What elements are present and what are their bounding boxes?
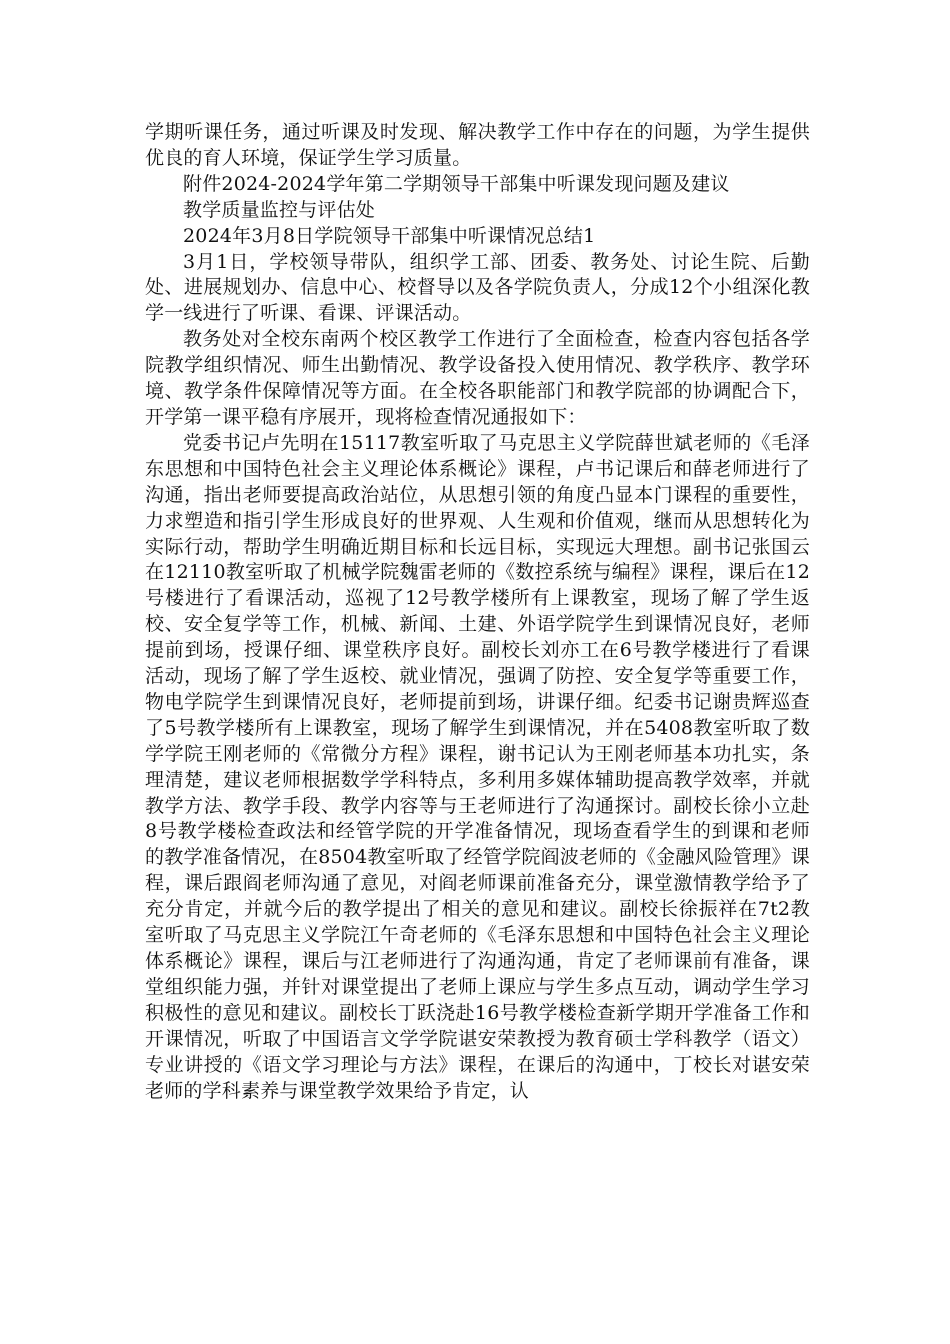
paragraph-inspection: 教务处对全校东南两个校区教学工作进行了全面检查，检查内容包括各学院教学组织情况、师生出勤情况、教学设备投入使用情况、教学秩序、教学环境、教学条件保障情况等方面。在全校各职能部门和教学院部的协调配合下，开学第一课平稳有序展开，现将检查情况通报如下： bbox=[145, 328, 810, 428]
paragraph-overview: 3月1日，学校领导带队，组织学工部、团委、教务处、讨论生院、后勤处、进展规划办、信息中心、校督导以及各学院负责人，分成12个小组深化教学一线进行了听课、看课、评课活动。 bbox=[145, 250, 810, 325]
document-body bbox=[145, 120, 810, 1104]
attachment-line: 附件2024-2024学年第二学期领导干部集中听课发现问题及建议 bbox=[183, 172, 730, 195]
department-line: 教学质量监控与评估处 bbox=[183, 198, 376, 221]
summary-heading: 2024年3月8日学院领导干部集中听课情况总结1 bbox=[183, 224, 596, 247]
paragraph-details: 党委书记卢先明在15117教室听取了马克思主义学院薛世斌老师的《毛泽东思想和中国特色社会主义理论体系概论》课程，卢书记课后和薛老师进行了沟通，指出老师要提高政治站位，从思想引领的角度凸显本门课程的重要性，力求塑造和指引学生形成良好的世界观、人生观和价值观，继而从思想转化为实际行动，帮助学生明确近期目标和长远目标，实现远大理想。副书记张国云在12110教室听取了机械学院魏雷老师的《数控系统与编程》课程，课后在12号楼进行了看课活动，巡视了12号教学楼所有上课教室，现场了解了学生返校、安全复学等工作，机械、新闻、土建、外语学院学生到课情况良好，老师提前到场，授课仔细、课堂秩序良好。副校长刘亦工在6号教学楼进行了看课活动，现场了解了学生返校、就业情况，强调了防控、安全复学等重要工作，物电学院学生到课情况良好，老师提前到场，讲课仔细。纪委书记谢贵辉巡查了5号教学楼所有上课教室，现场了解学生到课情况，并在5408教室听取了数学学院王刚老师的《常微分方程》课程，谢书记认为王刚老师基本功扎实，条理清楚，建议老师根据数学学科特点，多利用多媒体辅助提高教学效率，并就教学方法、教学手段、教学内容等与王老师进行了沟通探讨。副校长徐小立赴8号教学楼检查政法和经管学院的开学准备情况，现场查看学生的到课和老师的教学准备情况，在8504教室听取了经管学院阎波老师的《金融风险管理》课程，课后跟阎老师沟通了意见，对阎老师课前准备充分，课堂激情教学给予了充分肯定，并就今后的教学提出了相关的意见和建议。副校长徐振祥在7t2教室听取了马克思主义学院江午奇老师的《毛泽东思想和中国特色社会主义理论体系概论》课程，课后与江老师进行了沟通沟通，肯定了老师课前有准备，课堂组织能力强，并针对课堂提出了老师上课应与学生多点互动，调动学生学习积极性的意见和建议。副校长丁跃浇赴16号教学楼检查新学期开学准备工作和开课情况，听取了中国语言文学学院谌安荣教授为教育硕士学科教学（语文）专业讲授的《语文学习理论与方法》课程，在课后的沟通中，丁校长对谌安荣老师的学科素养与课堂教学效果给予肯定，认 bbox=[145, 431, 810, 1102]
paragraph-continuation: 学期听课任务，通过听课及时发现、解决教学工作中存在的问题，为学生提供优良的育人环境，保证学生学习质量。 bbox=[145, 121, 810, 169]
